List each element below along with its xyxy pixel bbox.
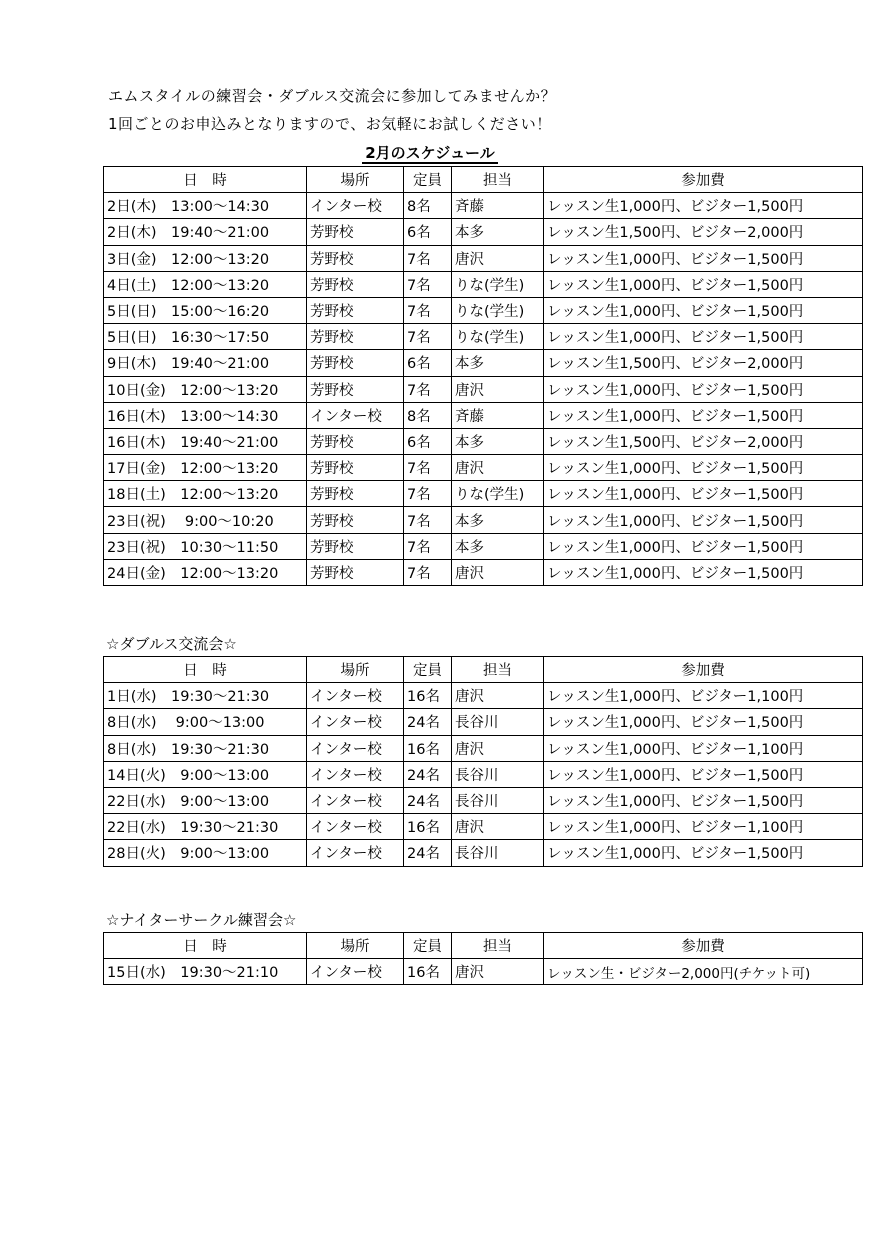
cell-place: 芳野校 (307, 428, 404, 454)
cell-capacity: 24名 (404, 709, 452, 735)
cell-datetime: 17日(金) 12:00〜13:20 (104, 455, 307, 481)
cell-datetime: 10日(金) 12:00〜13:20 (104, 376, 307, 402)
cell-fee: レッスン生1,000円、ビジター1,500円 (544, 840, 863, 866)
table-row (104, 350, 863, 376)
cell-place: 芳野校 (307, 271, 404, 297)
table-row (104, 559, 863, 585)
cell-datetime: 5日(日) 16:30〜17:50 (104, 324, 307, 350)
cell-fee: レッスン生1,000円、ビジター1,100円 (544, 735, 863, 761)
cell-datetime: 14日(火) 9:00〜13:00 (104, 761, 307, 787)
cell-place: インター校 (307, 787, 404, 813)
table-row (104, 709, 863, 735)
cell-fee: レッスン生1,500円、ビジター2,000円 (544, 219, 863, 245)
cell-capacity: 7名 (404, 271, 452, 297)
cell-fee: レッスン生1,000円、ビジター1,100円 (544, 683, 863, 709)
cell-datetime: 22日(水) 9:00〜13:00 (104, 787, 307, 813)
cell-fee: レッスン生1,000円、ビジター1,500円 (544, 376, 863, 402)
cell-place: インター校 (307, 840, 404, 866)
cell-fee: レッスン生1,000円、ビジター1,500円 (544, 455, 863, 481)
cell-staff: 唐沢 (452, 245, 544, 271)
cell-place: 芳野校 (307, 219, 404, 245)
cell-capacity: 16名 (404, 959, 452, 985)
cell-capacity: 16名 (404, 814, 452, 840)
cell-fee: レッスン生1,000円、ビジター1,500円 (544, 324, 863, 350)
page-title (0, 142, 890, 163)
cell-fee: レッスン生1,000円、ビジター1,500円 (544, 761, 863, 787)
cell-staff: 斉藤 (452, 193, 544, 219)
cell-capacity: 24名 (404, 840, 452, 866)
cell-staff: 本多 (452, 428, 544, 454)
cell-datetime: 28日(火) 9:00〜13:00 (104, 840, 307, 866)
table-row (104, 959, 863, 985)
table-row (104, 193, 863, 219)
table-row (104, 297, 863, 323)
cell-staff: 本多 (452, 533, 544, 559)
table-row (104, 428, 863, 454)
cell-fee: レッスン生1,000円、ビジター1,500円 (544, 533, 863, 559)
header-row (104, 933, 863, 959)
cell-datetime: 18日(土) 12:00〜13:20 (104, 481, 307, 507)
cell-fee: レッスン生・ビジター2,000円(チケット可) (544, 959, 863, 985)
header-place: 場所 (307, 167, 404, 193)
doubles-section-title: ☆ダブルス交流会☆ (106, 635, 237, 653)
intro-line-2: 1回ごとのお申込みとなりますので、お気軽にお試しください！ (108, 115, 552, 133)
cell-capacity: 7名 (404, 376, 452, 402)
cell-datetime: 16日(木) 13:00〜14:30 (104, 402, 307, 428)
cell-fee: レッスン生1,000円、ビジター1,500円 (544, 787, 863, 813)
cell-capacity: 6名 (404, 428, 452, 454)
table-row (104, 507, 863, 533)
table-row (104, 455, 863, 481)
cell-staff: 長谷川 (452, 709, 544, 735)
header-fee: 参加費 (544, 657, 863, 683)
header-datetime: 日 時 (104, 167, 307, 193)
nighter-table (103, 932, 863, 985)
header-fee: 参加費 (544, 167, 863, 193)
table-row (104, 402, 863, 428)
cell-fee: レッスン生1,000円、ビジター1,500円 (544, 297, 863, 323)
table-row (104, 376, 863, 402)
cell-staff: 本多 (452, 350, 544, 376)
cell-datetime: 4日(土) 12:00〜13:20 (104, 271, 307, 297)
cell-staff: りな(学生) (452, 481, 544, 507)
cell-datetime: 22日(水) 19:30〜21:30 (104, 814, 307, 840)
header-staff: 担当 (452, 657, 544, 683)
cell-place: インター校 (307, 814, 404, 840)
cell-staff: りな(学生) (452, 324, 544, 350)
cell-capacity: 7名 (404, 559, 452, 585)
header-row (104, 167, 863, 193)
header-staff: 担当 (452, 167, 544, 193)
cell-place: インター校 (307, 683, 404, 709)
cell-staff: 唐沢 (452, 959, 544, 985)
cell-capacity: 7名 (404, 507, 452, 533)
cell-capacity: 24名 (404, 787, 452, 813)
cell-capacity: 6名 (404, 219, 452, 245)
cell-fee: レッスン生1,000円、ビジター1,500円 (544, 481, 863, 507)
table-row (104, 324, 863, 350)
cell-datetime: 23日(祝) 10:30〜11:50 (104, 533, 307, 559)
header-place: 場所 (307, 933, 404, 959)
cell-datetime: 2日(木) 19:40〜21:00 (104, 219, 307, 245)
cell-place: 芳野校 (307, 245, 404, 271)
cell-staff: 本多 (452, 219, 544, 245)
cell-datetime: 1日(水) 19:30〜21:30 (104, 683, 307, 709)
cell-place: インター校 (307, 709, 404, 735)
cell-capacity: 6名 (404, 350, 452, 376)
header-staff: 担当 (452, 933, 544, 959)
cell-capacity: 16名 (404, 735, 452, 761)
cell-capacity: 7名 (404, 324, 452, 350)
cell-fee: レッスン生1,000円、ビジター1,500円 (544, 709, 863, 735)
cell-staff: りな(学生) (452, 271, 544, 297)
cell-capacity: 16名 (404, 683, 452, 709)
cell-place: 芳野校 (307, 297, 404, 323)
cell-place: 芳野校 (307, 481, 404, 507)
table-row (104, 787, 863, 813)
header-datetime: 日 時 (104, 933, 307, 959)
cell-capacity: 7名 (404, 455, 452, 481)
cell-place: インター校 (307, 402, 404, 428)
cell-capacity: 7名 (404, 481, 452, 507)
header-row (104, 657, 863, 683)
header-fee: 参加費 (544, 933, 863, 959)
cell-place: インター校 (307, 735, 404, 761)
table-row (104, 481, 863, 507)
cell-capacity: 24名 (404, 761, 452, 787)
cell-staff: 唐沢 (452, 683, 544, 709)
cell-fee: レッスン生1,000円、ビジター1,500円 (544, 402, 863, 428)
cell-staff: 長谷川 (452, 761, 544, 787)
table-row (104, 840, 863, 866)
cell-fee: レッスン生1,000円、ビジター1,500円 (544, 245, 863, 271)
cell-datetime: 23日(祝) 9:00〜10:20 (104, 507, 307, 533)
cell-staff: 斉藤 (452, 402, 544, 428)
cell-staff: 唐沢 (452, 376, 544, 402)
table-row (104, 219, 863, 245)
schedule-title: 2月のスケジュール (362, 144, 498, 164)
nighter-section-title: ☆ナイターサークル練習会☆ (106, 911, 297, 929)
cell-staff: りな(学生) (452, 297, 544, 323)
cell-place: 芳野校 (307, 455, 404, 481)
cell-capacity: 7名 (404, 245, 452, 271)
header-place: 場所 (307, 657, 404, 683)
cell-place: 芳野校 (307, 533, 404, 559)
cell-place: 芳野校 (307, 507, 404, 533)
schedule-table (103, 166, 863, 586)
cell-datetime: 3日(金) 12:00〜13:20 (104, 245, 307, 271)
cell-datetime: 5日(日) 15:00〜16:20 (104, 297, 307, 323)
table-row (104, 814, 863, 840)
cell-staff: 唐沢 (452, 735, 544, 761)
cell-staff: 本多 (452, 507, 544, 533)
cell-capacity: 8名 (404, 193, 452, 219)
table-row (104, 533, 863, 559)
cell-fee: レッスン生1,000円、ビジター1,500円 (544, 271, 863, 297)
cell-fee: レッスン生1,000円、ビジター1,500円 (544, 559, 863, 585)
cell-datetime: 24日(金) 12:00〜13:20 (104, 559, 307, 585)
table-row (104, 761, 863, 787)
cell-place: 芳野校 (307, 324, 404, 350)
cell-staff: 長谷川 (452, 787, 544, 813)
cell-place: インター校 (307, 959, 404, 985)
cell-datetime: 9日(木) 19:40〜21:00 (104, 350, 307, 376)
cell-place: インター校 (307, 193, 404, 219)
cell-staff: 唐沢 (452, 455, 544, 481)
cell-staff: 長谷川 (452, 840, 544, 866)
cell-datetime: 16日(木) 19:40〜21:00 (104, 428, 307, 454)
cell-staff: 唐沢 (452, 559, 544, 585)
cell-place: 芳野校 (307, 376, 404, 402)
table-row (104, 271, 863, 297)
cell-datetime: 2日(木) 13:00〜14:30 (104, 193, 307, 219)
header-datetime: 日 時 (104, 657, 307, 683)
cell-fee: レッスン生1,500円、ビジター2,000円 (544, 428, 863, 454)
cell-datetime: 15日(水) 19:30〜21:10 (104, 959, 307, 985)
intro-line-1: エムスタイルの練習会・ダブルス交流会に参加してみませんか？ (108, 87, 557, 105)
cell-capacity: 7名 (404, 297, 452, 323)
cell-fee: レッスン生1,000円、ビジター1,500円 (544, 507, 863, 533)
table-row (104, 245, 863, 271)
header-capacity: 定員 (404, 657, 452, 683)
header-capacity: 定員 (404, 933, 452, 959)
cell-place: 芳野校 (307, 350, 404, 376)
doubles-table (103, 656, 863, 867)
cell-staff: 唐沢 (452, 814, 544, 840)
cell-fee: レッスン生1,000円、ビジター1,100円 (544, 814, 863, 840)
cell-datetime: 8日(水) 19:30〜21:30 (104, 735, 307, 761)
table-row (104, 683, 863, 709)
header-capacity: 定員 (404, 167, 452, 193)
cell-place: 芳野校 (307, 559, 404, 585)
cell-fee: レッスン生1,000円、ビジター1,500円 (544, 193, 863, 219)
cell-capacity: 8名 (404, 402, 452, 428)
cell-fee: レッスン生1,500円、ビジター2,000円 (544, 350, 863, 376)
cell-capacity: 7名 (404, 533, 452, 559)
table-row (104, 735, 863, 761)
cell-place: インター校 (307, 761, 404, 787)
cell-datetime: 8日(水) 9:00〜13:00 (104, 709, 307, 735)
